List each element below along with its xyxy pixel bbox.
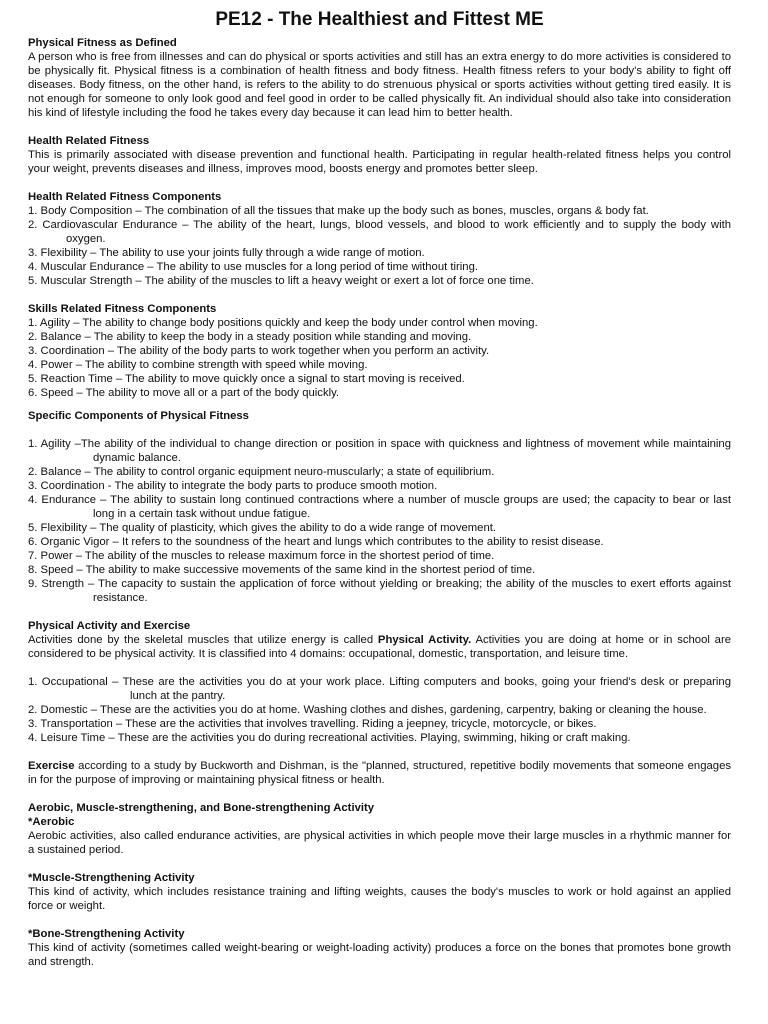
section-paragraph: A person who is free from illnesses and can do physical or sports activities and still has an extra energy to do more activities is considered to be physically fit. Physical fitness is a combination of health fitness and body fitness. Health fitness refers to your body's ability to fight off diseases. Body fitness, on the other hand, is refers to the ability to do strenuous physical or sports activities without getting tired easily. It is not enough for someone to only look good and feel good in order to be called physically fit. An individual should also take into consideration his kind of lifestyle including the food he takes every day because it can lead him to better health. bbox=[28, 51, 731, 119]
document-page bbox=[28, 8, 731, 983]
subheading-bone-strengthening: *Bone-Strengthening Activity bbox=[28, 928, 185, 940]
component-list bbox=[28, 437, 731, 605]
section-heading: Aerobic, Muscle-strengthening, and Bone-strengthening Activity bbox=[28, 802, 375, 814]
section-health-related-fitness bbox=[28, 134, 731, 176]
list-item: 8. Speed – The ability to make successive movements of the same kind in the shortest period of time. bbox=[28, 564, 536, 576]
list-item: 5. Muscular Strength – The ability of the muscles to lift a heavy weight or exert a lot of force one time. bbox=[28, 275, 534, 287]
section-paragraph: This kind of activity (sometimes called weight-bearing or weight-loading activity) produces a force on the bones that promotes bone growth and strength. bbox=[28, 942, 731, 968]
list-item: 3. Coordination - The ability to integrate the body parts to produce smooth motion. bbox=[28, 480, 438, 492]
list-item: 3. Flexibility – The ability to use your joints fully through a wide range of motion. bbox=[28, 247, 425, 259]
section-heading: Physical Activity and Exercise bbox=[28, 620, 191, 632]
list-item: 4. Leisure Time – These are the activities you do during recreational activities. Playing, swimming, hiking or craft making. bbox=[28, 732, 631, 744]
section-physical-fitness-defined bbox=[28, 36, 731, 120]
subheading-aerobic: *Aerobic bbox=[28, 816, 75, 828]
exercise-bold-term: Exercise bbox=[28, 760, 75, 772]
list-item: 2. Balance – The ability to keep the body in a steady position while standing and moving. bbox=[28, 331, 472, 343]
exercise-text: according to a study by Buckworth and Dishman, is the "planned, structured, repetitive bodily movements that someone engages in for the purpose of improving or maintaining physical fitness or health. bbox=[28, 760, 731, 786]
list-item: 2. Balance – The ability to control organic equipment neuro-muscularly; a state of equilibrium. bbox=[28, 466, 495, 478]
list-item: 3. Coordination – The ability of the body parts to work together when you perform an activity. bbox=[28, 345, 490, 357]
list-item: 4. Muscular Endurance – The ability to use muscles for a long period of time without tiring. bbox=[28, 261, 479, 273]
list-item: 5. Flexibility – The quality of plasticity, which gives the ability to do a wide range of movement. bbox=[28, 522, 497, 534]
component-list bbox=[28, 204, 731, 288]
exercise-paragraph bbox=[28, 759, 731, 787]
section-heading: Health Related Fitness bbox=[28, 135, 150, 147]
list-item: 4. Power – The ability to combine strength with speed while moving. bbox=[28, 359, 368, 371]
subheading-muscle-strengthening: *Muscle-Strengthening Activity bbox=[28, 872, 195, 884]
page-title: PE12 - The Healthiest and Fittest ME bbox=[215, 9, 544, 30]
section-skills-related-components bbox=[28, 302, 731, 400]
intro-text: Activities done by the skeletal muscles that utilize energy is called bbox=[28, 634, 378, 646]
section-health-related-components bbox=[28, 190, 731, 288]
list-item: 6. Organic Vigor – It refers to the soundness of the heart and lungs which contributes to the ability to resist disease. bbox=[28, 536, 604, 548]
section-heading: Physical Fitness as Defined bbox=[28, 37, 177, 49]
list-item: 1. Occupational – These are the activities you do at your work place. Lifting computers and books, going your friend's desk or preparing lunch at the pantry. bbox=[28, 676, 731, 702]
section-specific-components bbox=[28, 409, 731, 605]
list-item: 7. Power – The ability of the muscles to release maximum force in the shortest period of time. bbox=[28, 550, 495, 562]
component-list bbox=[28, 316, 731, 400]
list-item: 2. Domestic – These are the activities you do at home. Washing clothes and dishes, gardening, carpentry, baking or cleaning the house. bbox=[28, 704, 707, 716]
section-paragraph bbox=[28, 633, 731, 661]
list-item: 1. Agility – The ability to change body positions quickly and keep the body under control when moving. bbox=[28, 317, 538, 329]
list-item: 5. Reaction Time – The ability to move quickly once a signal to start moving is received. bbox=[28, 373, 465, 385]
section-paragraph: Aerobic activities, also called endurance activities, are physical activities in which people move their large muscles in a rhythmic manner for a sustained period. bbox=[28, 830, 731, 856]
list-item: 1. Agility –The ability of the individual to change direction or position in space with quickness and lightness of movement while maintaining dynamic balance. bbox=[28, 438, 731, 464]
list-item: 4. Endurance – The ability to sustain long continued contractions where a number of muscle groups are used; the capacity to bear or last long in a certain task without undue fatigue. bbox=[28, 494, 731, 520]
intro-text: Activities you are doing at home or in school are considered to be physical activity. It is classified into 4 domains: occupational, domestic, transportation, and leisure time. bbox=[28, 634, 731, 660]
intro-bold-term: Physical Activity. bbox=[377, 634, 472, 646]
section-paragraph: This kind of activity, which includes resistance training and lifting weights, causes the body's muscles to work or hold against an applied force or weight. bbox=[28, 886, 731, 912]
section-heading: Specific Components of Physical Fitness bbox=[28, 410, 249, 422]
list-item: 1. Body Composition – The combination of all the tissues that make up the body such as bones, muscles, organs & body fat. bbox=[28, 205, 649, 217]
list-item: 3. Transportation – These are the activities that involves travelling. Riding a jeepney, tricycle, motorcycle, or bikes. bbox=[28, 718, 597, 730]
section-activity-types bbox=[28, 801, 731, 969]
list-item: 6. Speed – The ability to move all or a part of the body quickly. bbox=[28, 387, 340, 399]
list-item: 9. Strength – The capacity to sustain the application of force without yielding or breaking; the ability of the muscles to exert efforts against resistance. bbox=[28, 578, 731, 604]
section-paragraph: This is primarily associated with disease prevention and functional health. Participating in regular health-related fitness helps you control your weight, prevents diseases and illness, improves mood, boosts energy and promotes better sleep. bbox=[28, 149, 731, 175]
section-heading: Health Related Fitness Components bbox=[28, 191, 222, 203]
section-physical-activity-exercise bbox=[28, 619, 731, 787]
list-item: 2. Cardiovascular Endurance – The ability of the heart, lungs, blood vessels, and blood to work efficiently and to supply the body with oxygen. bbox=[28, 219, 731, 245]
domain-list bbox=[28, 675, 731, 745]
section-heading: Skills Related Fitness Components bbox=[28, 303, 217, 315]
